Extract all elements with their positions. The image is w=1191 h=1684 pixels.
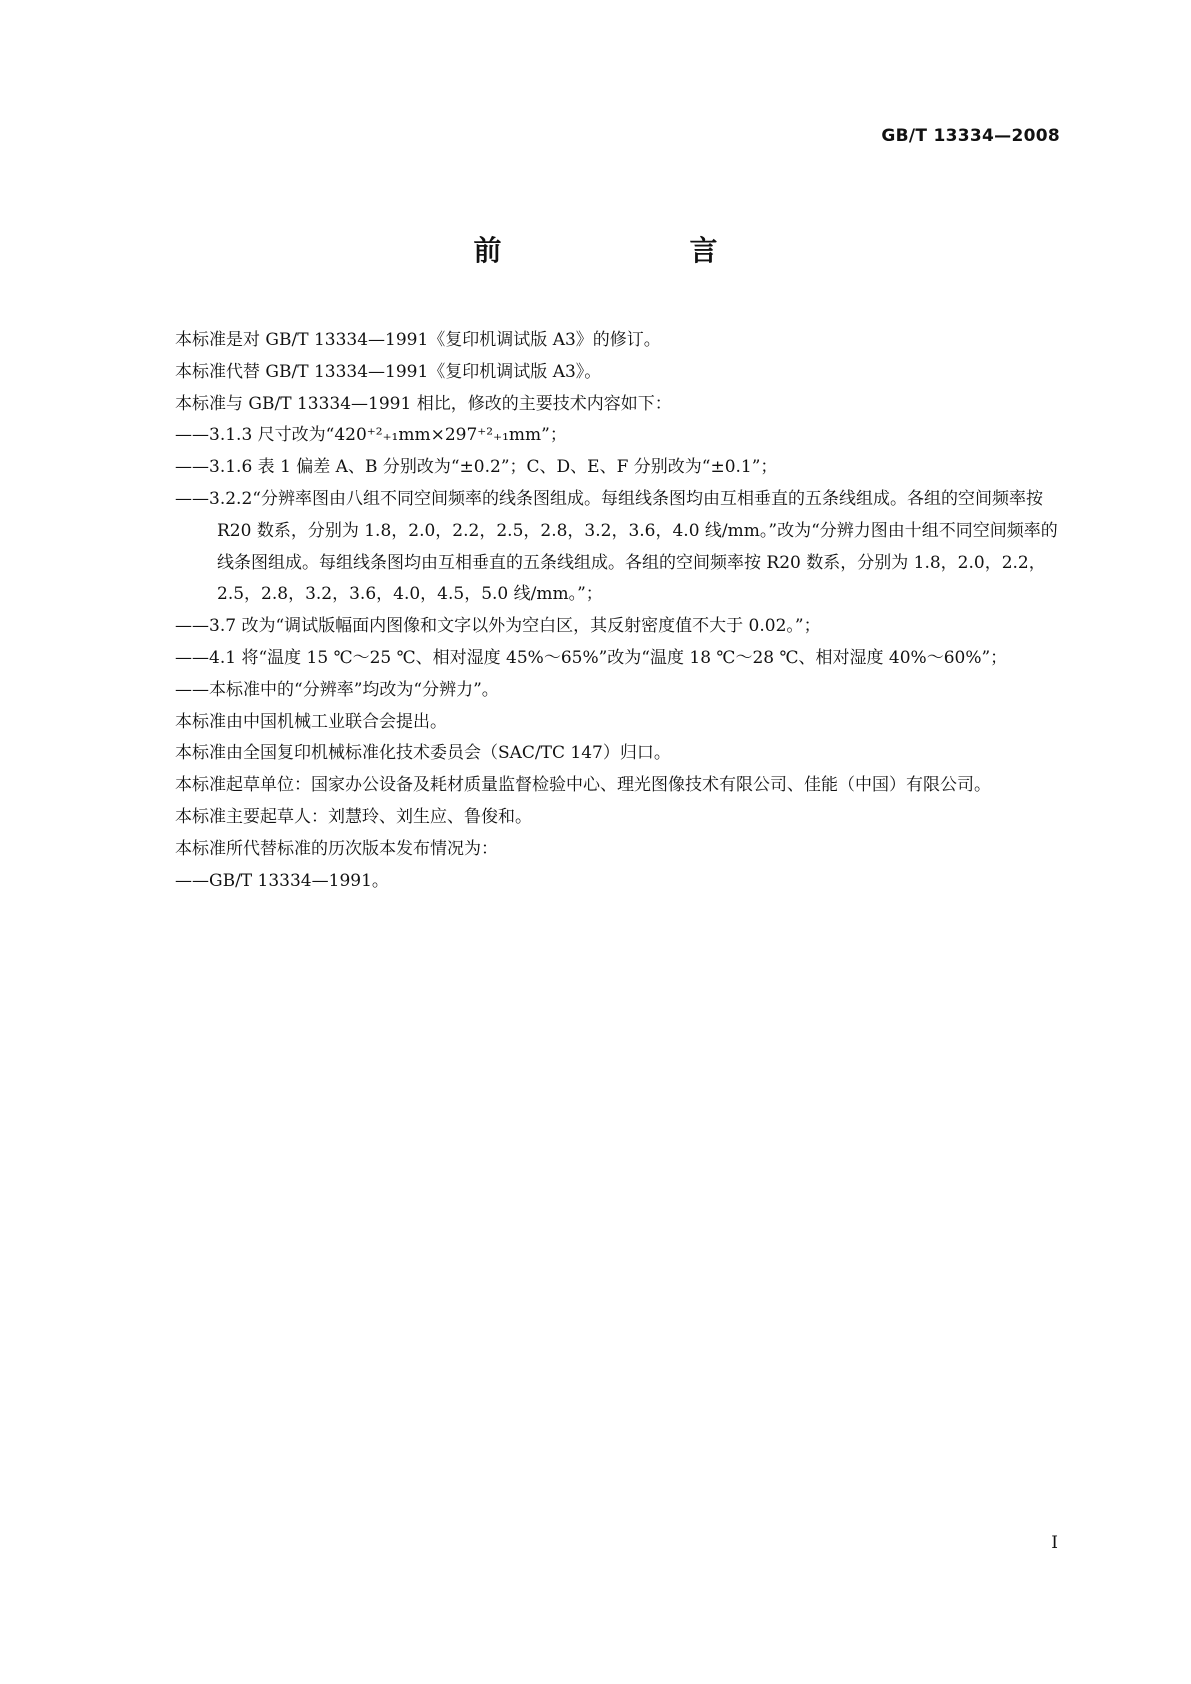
change-item: ——3.1.3 尺寸改为“420⁺²₊₁mm×297⁺²₊₁mm”； <box>175 425 567 446</box>
page-number: Ⅰ <box>1051 1533 1058 1553</box>
page-title: 前 言 <box>473 234 762 267</box>
paragraph: 本标准起草单位：国家办公设备及耗材质量监督检验中心、理光图像技术有限公司、佳能（中国）有限公司。 <box>175 775 991 796</box>
change-item: ——GB/T 13334—1991。 <box>175 870 389 891</box>
paragraph: 本标准代替 GB/T 13334—1991《复印机调试版 A3》。 <box>175 361 602 382</box>
change-item: ——3.7 改为“调试版幅面内图像和文字以外为空白区，其反射密度值不大于 0.02。”； <box>175 616 821 637</box>
paragraph: 本标准由全国复印机械标准化技术委员会（SAC/TC 147）归口。 <box>175 743 671 764</box>
paragraph: 本标准是对 GB/T 13334—1991《复印机调试版 A3》的修订。 <box>175 330 661 350</box>
paragraph: 本标准所代替标准的历次版本发布情况为： <box>175 838 498 859</box>
standard-code: GB/T 13334—2008 <box>881 126 1060 146</box>
paragraph: 本标准与 GB/T 13334—1991 相比，修改的主要技术内容如下： <box>175 393 672 414</box>
change-item: ——4.1 将“温度 15 ℃～25 ℃、相对湿度 45%～65%”改为“温度 18 ℃～28 ℃、相对湿度 40%～60%”； <box>175 647 1008 668</box>
paragraph: 本标准主要起草人：刘慧玲、刘生应、鲁俊和。 <box>175 806 532 827</box>
change-item: ——本标准中的“分辨率”均改为“分辨力”。 <box>175 679 499 700</box>
document-body <box>133 325 1062 897</box>
paragraph: 本标准由中国机械工业联合会提出。 <box>175 711 447 732</box>
change-item: ——3.2.2“分辨率图由八组不同空间频率的线条图组成。每组线条图均由互相垂直的五条线组成。各组的空间频率按 R20 数系，分别为 1.8，2.0，2.2，2.5，2.8，3.2，3.6，4.0 线/mm。”改为“分辨力图由十组不同空间频率的线条图组成。每组线条图均由互相垂直的五条线组成。各组的空间频率按 R20 数系，分别为 1.8，2.0，2.2，2.5，2.8，3.2，3.6，4.0，4.5，5.0 线/mm。”； <box>175 488 1058 605</box>
change-item: ——3.1.6 表 1 偏差 A、B 分别改为“±0.2”；C、D、E、F 分别改为“±0.1”； <box>175 457 778 478</box>
